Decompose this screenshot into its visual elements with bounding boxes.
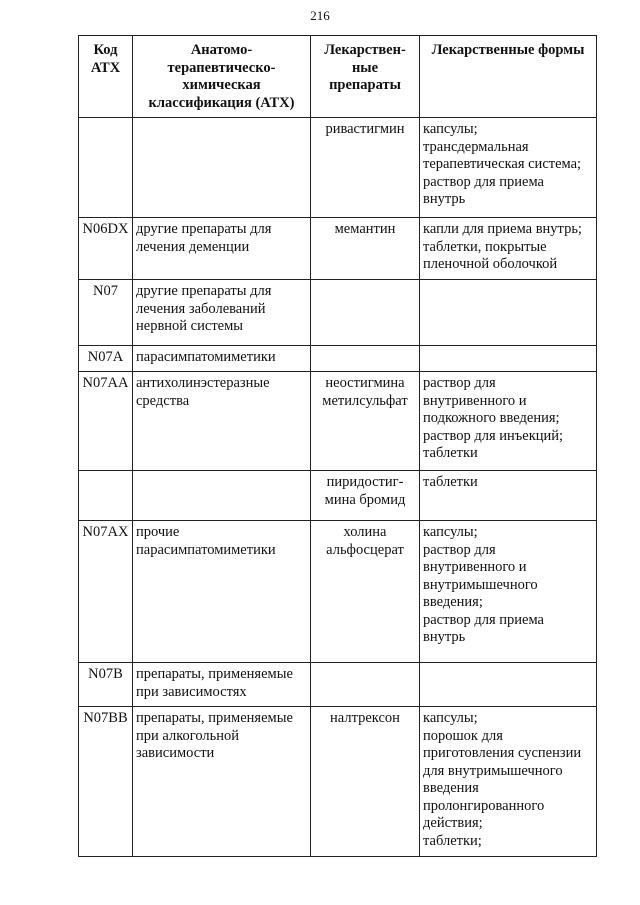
forms-cell [420, 372, 597, 471]
table-header [79, 36, 597, 118]
atx-table [78, 35, 597, 857]
forms-cell [420, 707, 597, 857]
header-classification: Анатомо- терапевтическо- химическая классификация (АТХ) [133, 36, 311, 118]
classification-cell [133, 118, 311, 218]
table-body [79, 118, 597, 857]
drug-cell [311, 372, 420, 471]
forms-line: порошок для [423, 727, 503, 744]
forms-line: капсулы; [423, 524, 478, 540]
header-row [79, 36, 597, 118]
forms-line: раствор для [423, 375, 496, 391]
table-row [79, 280, 597, 346]
forms-line: внутрь [423, 629, 466, 645]
forms-line: внутривенного и [423, 559, 527, 575]
drug-cell [311, 218, 420, 280]
classification-line: другие препараты для [136, 283, 272, 299]
forms-line: подкожного введения; [423, 410, 560, 426]
atx-code: N06DX [82, 221, 129, 237]
atx-code-cell [79, 118, 133, 218]
classification-line: препараты, применяемые [136, 666, 293, 682]
forms-cell [420, 118, 597, 218]
drug-line: налтрексон [330, 710, 400, 726]
atx-code-cell [79, 218, 133, 280]
forms-line: капсулы; [423, 710, 478, 726]
forms-cell [420, 521, 597, 663]
classification-cell [133, 471, 311, 521]
classification-line: препараты, применяемые [136, 710, 293, 726]
forms-line: введения [423, 780, 479, 796]
atx-code: N07AA [82, 375, 129, 391]
forms-line: таблетки; [423, 832, 482, 849]
drug-line: метилсульфат [322, 392, 408, 409]
classification-line: парасимпатомиметики [136, 541, 276, 558]
atx-code-cell [79, 663, 133, 707]
drug-cell [311, 707, 420, 857]
atx-code: N07B [88, 666, 123, 682]
table-row [79, 118, 597, 218]
drug-line: мина бромид [324, 491, 406, 508]
forms-line: раствор для приема [423, 611, 544, 628]
forms-cell [420, 471, 597, 521]
forms-line: раствор для [423, 541, 496, 558]
forms-cell [420, 218, 597, 280]
forms-line: пленочной оболочкой [423, 256, 558, 272]
forms-line: действия; [423, 815, 483, 831]
forms-line: введения; [423, 594, 483, 610]
drug-cell [311, 521, 420, 663]
atx-code-cell [79, 280, 133, 346]
drug-line: мемантин [334, 221, 396, 237]
classification-line: лечения заболеваний [136, 300, 266, 317]
forms-line: пролонгированного [423, 797, 545, 814]
classification-line: парасимпатомиметики [136, 349, 276, 365]
classification-cell [133, 280, 311, 346]
forms-line: раствор для инъекций; [423, 427, 564, 444]
classification-cell [133, 346, 311, 372]
atx-code-cell [79, 471, 133, 521]
drug-line: холина [343, 524, 387, 540]
drug-cell [311, 118, 420, 218]
forms-cell [420, 663, 597, 707]
forms-line: таблетки [423, 474, 478, 490]
forms-line: капли для приема внутрь; [423, 221, 582, 237]
drug-line: неостигмина [325, 375, 405, 391]
table-row [79, 218, 597, 280]
table-row [79, 471, 597, 521]
atx-code-cell [79, 372, 133, 471]
forms-line: приготовления суспензии [423, 745, 582, 761]
forms-line: внутримышечного [423, 576, 538, 593]
drug-cell [311, 663, 420, 707]
forms-line: внутрь [423, 191, 466, 207]
classification-line: лечения деменции [136, 238, 250, 255]
classification-cell [133, 707, 311, 857]
classification-line: другие препараты для [136, 221, 272, 237]
drug-line: ривастигмин [325, 121, 405, 137]
classification-line: нервной системы [136, 318, 244, 334]
atx-code: N07 [93, 283, 118, 299]
drug-cell [311, 471, 420, 521]
forms-line: таблетки, покрытые [423, 238, 547, 255]
forms-line: таблетки [423, 445, 478, 461]
atx-code: N07A [87, 349, 124, 365]
header-forms: Лекарственные формы [420, 36, 597, 118]
forms-line: внутривенного и [423, 392, 527, 409]
classification-line: прочие [136, 524, 180, 540]
atx-code-cell [79, 707, 133, 857]
classification-cell [133, 372, 311, 471]
drug-cell [311, 280, 420, 346]
atx-code: N07AX [82, 524, 129, 540]
classification-cell [133, 663, 311, 707]
header-drugs: Лекарствен- ные препараты [311, 36, 420, 118]
table-row [79, 663, 597, 707]
drug-cell [311, 346, 420, 372]
classification-line: антихолинэстеразные [136, 375, 270, 391]
table-row [79, 707, 597, 857]
forms-line: капсулы; [423, 121, 478, 137]
forms-line: раствор для приема [423, 173, 544, 190]
classification-line: при зависимостях [136, 683, 247, 700]
forms-line: терапевтическая система; [423, 156, 582, 172]
forms-line: для внутримышечного [423, 762, 563, 779]
drug-line: альфосцерат [326, 541, 404, 558]
classification-line: средства [136, 392, 190, 409]
forms-line: трансдермальная [423, 138, 529, 155]
page-number: 216 [310, 8, 330, 23]
forms-cell [420, 280, 597, 346]
table-row [79, 346, 597, 372]
forms-cell [420, 346, 597, 372]
classification-line: зависимости [136, 745, 215, 761]
table-row [79, 372, 597, 471]
atx-code-cell [79, 346, 133, 372]
table-row [79, 521, 597, 663]
atx-code-cell [79, 521, 133, 663]
atx-code: N07BB [83, 710, 128, 726]
classification-cell [133, 218, 311, 280]
classification-line: при алкогольной [136, 727, 240, 744]
drug-line: пиридостиг- [326, 474, 404, 490]
header-code: Код АТХ [79, 36, 133, 118]
classification-cell [133, 521, 311, 663]
